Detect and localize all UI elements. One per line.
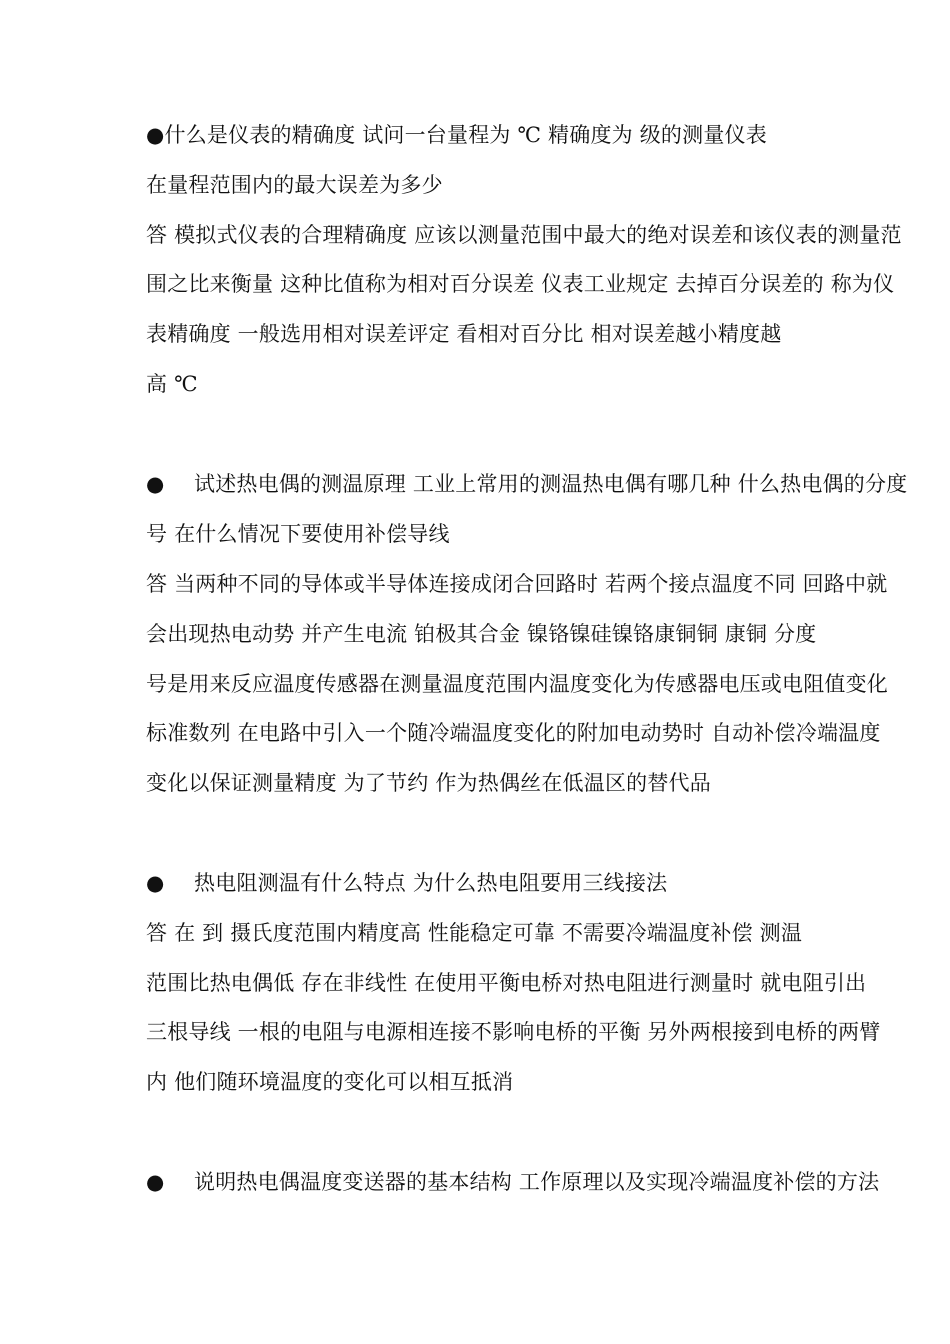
q1-line-1 <box>146 121 767 149</box>
q3-line-1 <box>146 869 667 897</box>
q1-line-5: 表精确度 一般选用相对误差评定 看相对百分比 相对误差越小精度越 <box>146 322 782 346</box>
q2-line-6: 标准数列 在电路中引入一个随冷端温度变化的附加电动势时 自动补偿冷端温度 <box>146 721 881 745</box>
q1-text-1: 什么是仪表的精确度 试问一台量程为 ℃ 精确度为 级的测量仪表 <box>164 123 767 147</box>
q2-line-2: 号 在什么情况下要使用补偿导线 <box>146 522 450 546</box>
q3-line-2: 答 在 到 摄氏度范围内精度高 性能稳定可靠 不需要冷端温度补偿 测温 <box>146 921 803 945</box>
q3-line-5: 内 他们随环境温度的变化可以相互抵消 <box>146 1070 514 1094</box>
q1-line-3: 答 模拟式仪表的合理精确度 应该以测量范围中最大的绝对误差和该仪表的测量范 <box>146 223 902 247</box>
bullet-icon: ● <box>146 123 165 147</box>
q4-text-1: 说明热电偶温度变送器的基本结构 工作原理以及实现冷端温度补偿的方法 <box>194 1170 880 1194</box>
q4-line-1 <box>146 1168 879 1196</box>
q3-text-1: 热电阻测温有什么特点 为什么热电阻要用三线接法 <box>194 871 668 895</box>
q1-line-2: 在量程范围内的最大误差为多少 <box>146 173 443 197</box>
q1-line-4: 围之比来衡量 这种比值称为相对百分误差 仪表工业规定 去掉百分误差的 称为仪 <box>146 272 895 296</box>
q2-text-1: 试述热电偶的测温原理 工业上常用的测温热电偶有哪几种 什么热电偶的分度 <box>194 472 908 496</box>
bullet-icon: ● <box>146 472 165 496</box>
q2-line-3: 答 当两种不同的导体或半导体连接成闭合回路时 若两个接点温度不同 回路中就 <box>146 572 888 596</box>
q2-line-4: 会出现热电动势 并产生电流 铂极其合金 镍铬镍硅镍铬康铜铜 康铜 分度 <box>146 622 817 646</box>
q3-line-3: 范围比热电偶低 存在非线性 在使用平衡电桥对热电阻进行测量时 就电阻引出 <box>146 971 867 995</box>
bullet-icon: ● <box>146 1170 165 1194</box>
bullet-icon: ● <box>146 871 165 895</box>
q3-line-4: 三根导线 一根的电阻与电源相连接不影响电桥的平衡 另外两根接到电桥的两臂 <box>146 1020 881 1044</box>
q2-line-5: 号是用来反应温度传感器在测量温度范围内温度变化为传感器电压或电阻值变化 <box>146 672 888 696</box>
q2-line-7: 变化以保证测量精度 为了节约 作为热偶丝在低温区的替代品 <box>146 771 711 795</box>
q1-line-6: 高 ℃ <box>146 372 198 396</box>
q2-line-1 <box>146 470 907 498</box>
